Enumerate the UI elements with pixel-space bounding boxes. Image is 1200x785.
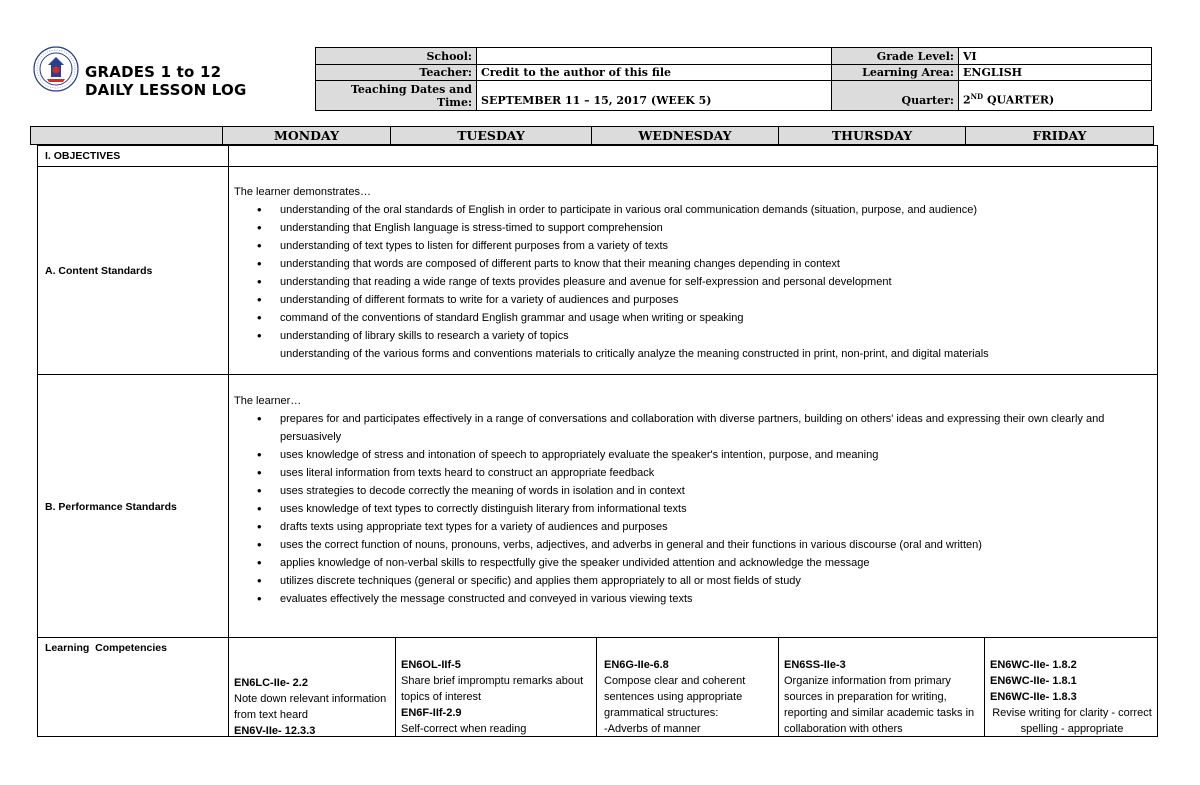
performance-standard-item: • uses literal information from texts heard to construct an appropriate feedback [280,464,1154,482]
performance-standard-item: • uses the correct function of nouns, pronouns, verbs, adjectives, and adverbs in general and their functions in various discourse (oral and written) [280,536,1154,554]
competency-tuesday [401,657,591,737]
deped-seal-logo [33,46,79,92]
learning-competencies-label: Learning Competencies [45,642,167,654]
competency-code: EN6WC-IIe- 1.8.2 [990,659,1077,671]
content-standard-item: • understanding that reading a wide range of texts provides pleasure and avenue for self-expression and personal development [280,273,1154,291]
grid-divider [228,145,229,737]
content-standard-item: • understanding that English language is stress-timed to support comprehension [280,219,1154,237]
grid-divider [37,374,1158,375]
content-standards-label: A. Content Standards [45,265,153,277]
content-standard-item: • understanding of library skills to research a variety of topics [280,327,1154,345]
competency-wednesday [604,657,774,737]
quarter-value [959,81,1152,111]
quarter-text: QUARTER) [983,94,1055,107]
competency-text: Compose clear and coherent sentences using appropriate grammatical structures: [604,675,746,719]
content-standard-item: • understanding that words are composed of different parts to know that their meaning changes depending in context [280,255,1154,273]
day-header-thursday: THURSDAY [779,127,966,145]
competency-code: EN6OL-IIf-5 [401,659,461,671]
competency-code: EN6LC-IIe- 2.2 [234,677,308,689]
day-header-tuesday: TUESDAY [391,127,592,145]
competency-code: EN6SS-IIe-3 [784,659,846,671]
day-header-monday: MONDAY [223,127,391,145]
competency-text: Organize information from primary sources in preparation for writing, reporting and similar academic tasks in collaboration with others [784,675,975,735]
content-standards-list [234,201,1154,345]
content-standard-item: • understanding of different formats to write for a variety of audiences and purposes [280,291,1154,309]
content-standard-item: • command of the conventions of standard English grammar and usage when writing or speaking [280,309,1154,327]
school-label: School: [316,48,477,65]
competency-code: EN6V-IIe- 12.3.3 [234,725,316,737]
main-grid [37,145,1158,737]
grid-divider [596,637,597,737]
teaching-dates-label [316,81,477,111]
performance-standards-list [234,410,1154,608]
content-standard-last-line: understanding of the various forms and conventions materials to critically analyze the meaning constructed in print, non-print, and digital materials [280,348,989,360]
title-line-2: DAILY LESSON LOG [85,81,247,99]
performance-standard-item: • applies knowledge of non-verbal skills to respectfully give the speaker undivided attention and acknowledge the message [280,554,1154,572]
performance-standard-item: • uses knowledge of text types to correctly distinguish literary from informational texts [280,500,1154,518]
teacher-value: Credit to the author of this file [477,65,832,81]
performance-standards-label: B. Performance Standards [45,501,177,513]
competency-text: Share brief impromptu remarks about topics of interest [401,675,584,703]
competency-text: Self-correct when reading [401,723,527,735]
competency-code: EN6F-IIf-2.9 [401,707,462,719]
day-header-blank [31,127,223,145]
performance-standard-item: • uses knowledge of stress and intonation of speech to appropriately evaluate the speaker's intention, purpose, and meaning [280,446,1154,464]
quarter-number: 2 [963,94,971,107]
teaching-dates-label-line-1: Teaching Dates and [350,82,472,96]
log-title [85,63,247,99]
teaching-dates-value: SEPTEMBER 11 – 15, 2017 (WEEK 5) [477,81,832,111]
grid-divider [778,637,779,737]
content-standard-item: • understanding of the oral standards of English in order to participate in various oral communication demands (situation, purpose, and audience) [280,201,1154,219]
grade-level-value: VI [959,48,1152,65]
competency-text: -Adverbs of manner [604,723,701,735]
competency-monday [234,675,389,739]
learning-area-value: ENGLISH [959,65,1152,81]
performance-standards-intro: The learner… [234,395,302,407]
content-standards-body [234,183,1154,363]
objectives-label: I. OBJECTIVES [45,150,121,162]
school-value [477,48,832,65]
performance-standards-body [234,392,1154,608]
grid-divider [37,637,1158,638]
competency-text: Note down relevant information from text heard [234,693,387,721]
performance-standard-item: • prepares for and participates effectively in a range of conversations and collaboration with diverse partners, building on others' ideas and expressing their own clearly and persuasively [280,410,1154,446]
competency-code: EN6WC-IIe- 1.8.1 [990,675,1077,687]
performance-standard-item: • evaluates effectively the message constructed and conveyed in various viewing texts [280,590,1154,608]
grade-level-label: Grade Level: [832,48,959,65]
competency-friday [990,657,1154,737]
weekday-header-row [30,126,1154,145]
content-standards-intro: The learner demonstrates… [234,186,371,198]
competency-code: EN6G-IIe-6.8 [604,659,669,671]
quarter-superscript: ND [970,92,984,102]
title-line-1: GRADES 1 to 12 [85,63,222,81]
teaching-dates-label-line-2: Time: [436,95,472,109]
competency-thursday [784,657,979,737]
teacher-label: Teacher: [316,65,477,81]
quarter-label: Quarter: [832,81,959,111]
performance-standard-item: • utilizes discrete techniques (general or specific) and applies them appropriately to all or most fields of study [280,572,1154,590]
grid-divider [37,166,1158,167]
content-standard-item: • understanding of text types to listen for different purposes from a variety of texts [280,237,1154,255]
day-header-wednesday: WEDNESDAY [592,127,779,145]
grid-divider [395,637,396,737]
grid-divider [984,637,985,737]
performance-standard-item: • drafts texts using appropriate text types for a variety of audiences and purposes [280,518,1154,536]
competency-text: Revise writing for clarity - correct spelling - appropriate [992,707,1152,735]
header-info-table [315,47,1152,111]
learning-area-label: Learning Area: [832,65,959,81]
day-header-friday: FRIDAY [966,127,1154,145]
performance-standard-item: • uses strategies to decode correctly the meaning of words in isolation and in context [280,482,1154,500]
competency-code: EN6WC-IIe- 1.8.3 [990,691,1077,703]
